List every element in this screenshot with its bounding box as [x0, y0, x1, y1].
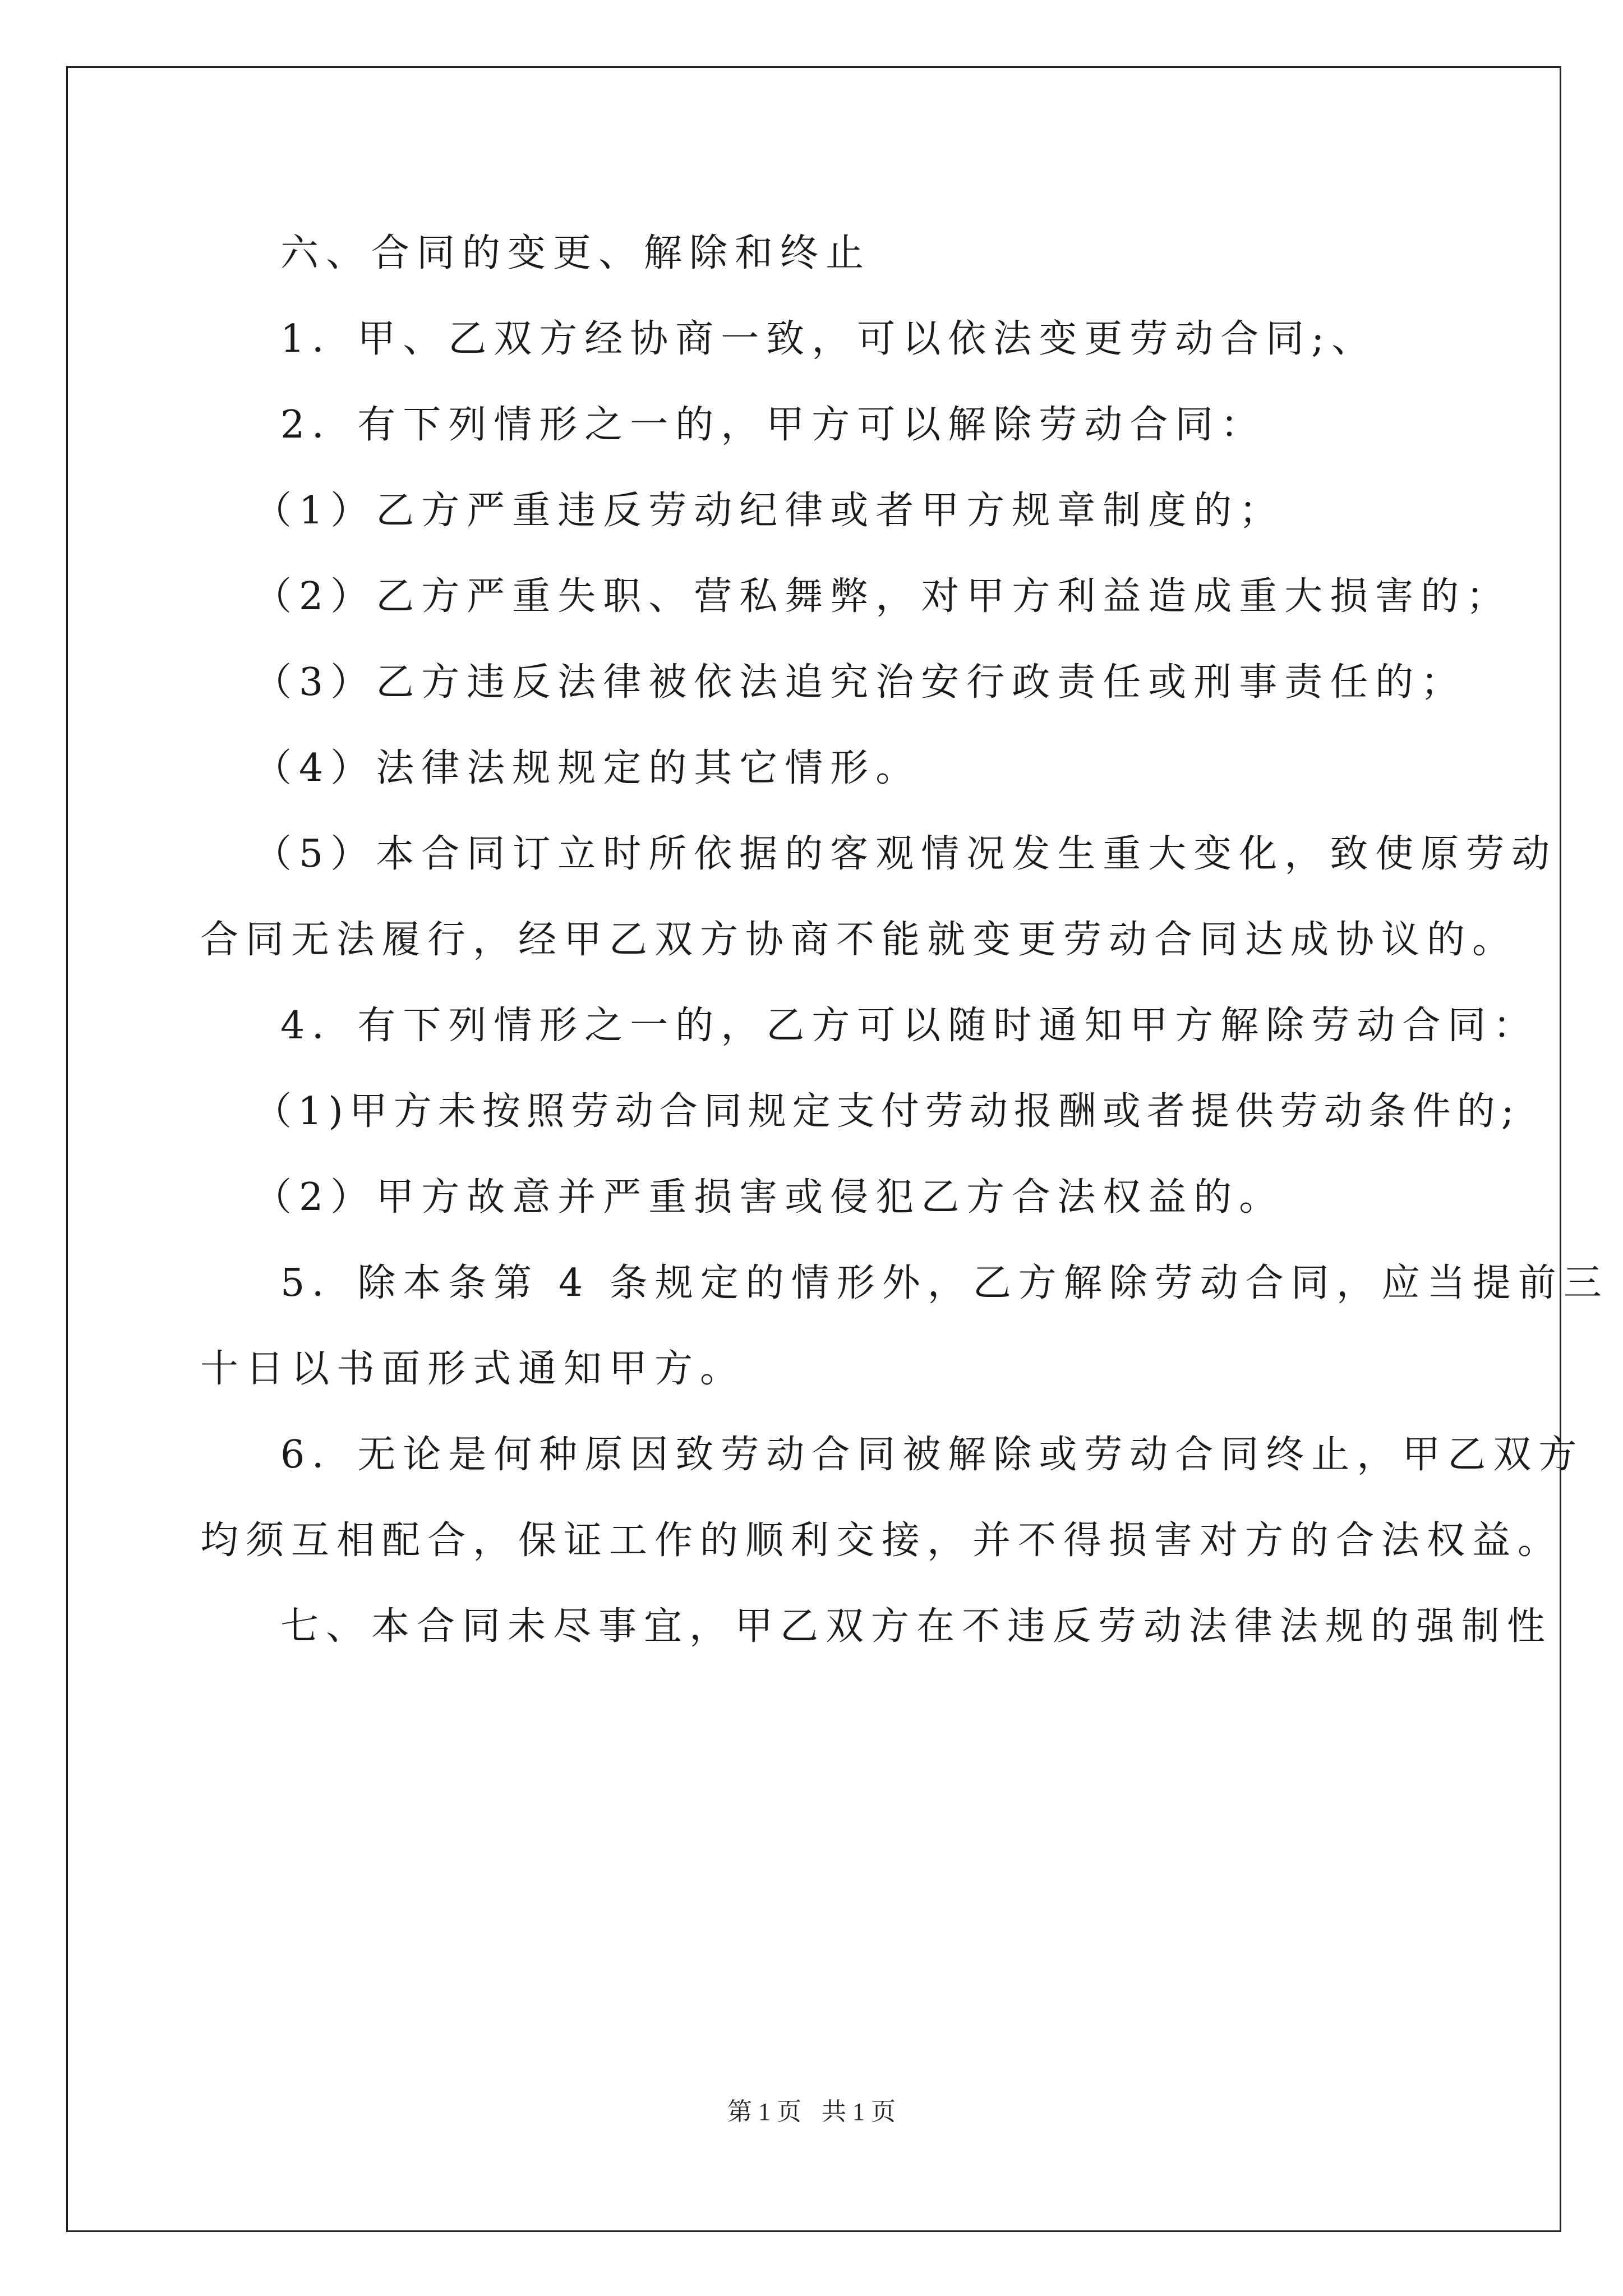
- page-number: 第 1 页: [727, 2098, 801, 2125]
- list-item: （1）乙方严重违反劳动纪律或者甲方规章制度的；: [253, 489, 1285, 533]
- paragraph: 6．无论是何种原因致劳动合同被解除或劳动合同终止，甲乙双方: [280, 1433, 1584, 1477]
- list-item: （2）乙方严重失职、营私舞弊，对甲方利益造成重大损害的；: [253, 574, 1512, 619]
- paragraph-continuation: 均须互相配合，保证工作的顺利交接，并不得损害对方的合法权益。: [200, 1519, 1564, 1563]
- paragraph: 4．有下列情形之一的，乙方可以随时通知甲方解除劳动合同：: [280, 1004, 1539, 1048]
- page-total: 共 1 页: [822, 2098, 896, 2125]
- paragraph-continuation: 合同无法履行，经甲乙双方协商不能就变更劳动合同达成协议的。: [200, 918, 1518, 962]
- paragraph-continuation: 十日以书面形式通知甲方。: [200, 1347, 746, 1391]
- paragraph: 2．有下列情形之一的，甲方可以解除劳动合同：: [280, 403, 1266, 447]
- list-item: （5）本合同订立时所依据的客观情况发生重大变化，致使原劳动: [253, 832, 1557, 876]
- list-item: （2）甲方故意并严重损害或侵犯乙方合法权益的。: [253, 1175, 1285, 1220]
- page-border: [66, 66, 1564, 2232]
- paragraph: 5．除本条第 4 条规定的情形外，乙方解除劳动合同，应当提前三: [280, 1261, 1609, 1305]
- page-footer: [0, 2095, 1623, 2129]
- section-heading-6: 六、合同的变更、解除和终止: [280, 231, 872, 275]
- list-item: （3）乙方违反法律被依法追究治安行政责任或刑事责任的；: [253, 660, 1467, 705]
- paragraph: 1．甲、乙双方经协商一致，可以依法变更劳动合同;、: [280, 317, 1377, 361]
- list-item: （4）法律法规规定的其它情形。: [253, 746, 921, 790]
- list-item: （1)甲方未按照劳动合同规定支付劳动报酬或者提供劳动条件的;: [253, 1089, 1520, 1134]
- section-heading-7: 七、本合同未尽事宜，甲乙双方在不违反劳动法律法规的强制性: [280, 1604, 1553, 1649]
